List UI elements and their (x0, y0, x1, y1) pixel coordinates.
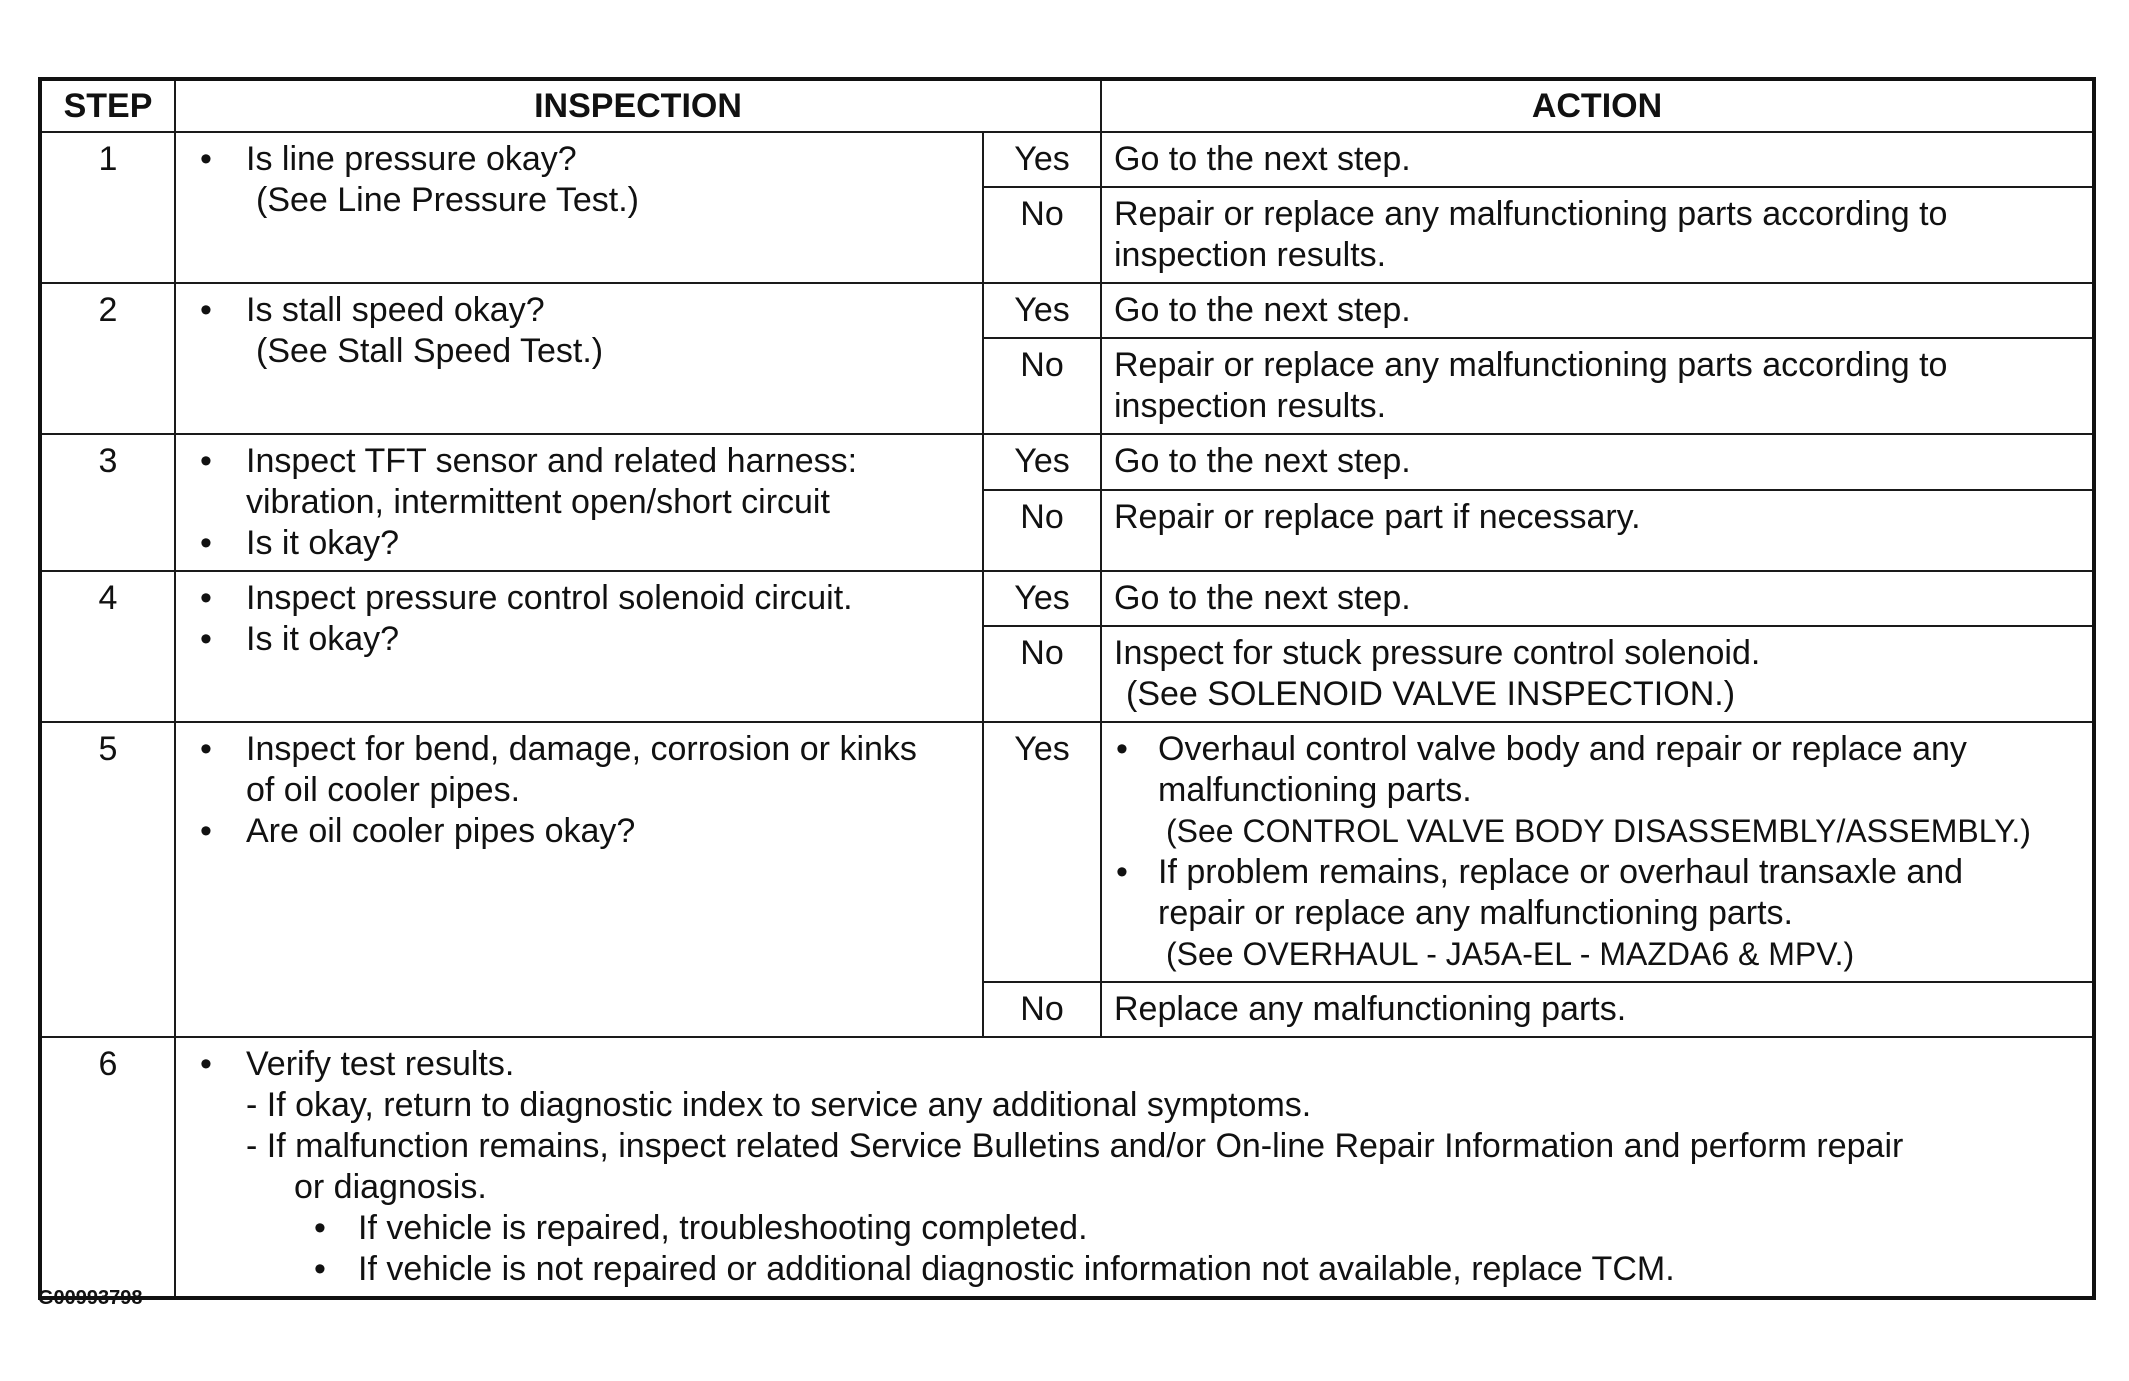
yes-action: Go to the next step. (1101, 434, 2094, 490)
step-number: 1 (40, 132, 175, 283)
action-line: inspection results. (1114, 387, 1387, 425)
yes-label: Yes (983, 571, 1101, 626)
step-5-yes-row (40, 722, 2094, 982)
inspection-cell (175, 132, 983, 283)
step-header: STEP (40, 79, 175, 132)
yes-action (1101, 722, 2094, 982)
step-number: 2 (40, 283, 175, 434)
no-label: No (983, 626, 1101, 722)
yes-action: Go to the next step. (1101, 132, 2094, 187)
inspection-item: • Is stall speed okay? (198, 290, 974, 331)
action-line: Inspect for stuck pressure control solenoid. (1114, 634, 1761, 672)
step-2-yes-row (40, 283, 2094, 338)
step-1-yes-row (40, 132, 2094, 187)
yes-label: Yes (983, 722, 1101, 982)
step-number: 3 (40, 434, 175, 571)
step-6-row (40, 1037, 2094, 1298)
inspection-item: • Inspect TFT sensor and related harness: (198, 441, 974, 482)
no-label: No (983, 187, 1101, 283)
inspection-item: • Is it okay? (198, 523, 974, 564)
action-item: • Overhaul control valve body and repair or replace any (1102, 729, 2084, 770)
header-row (40, 79, 2094, 132)
step-4-yes-row (40, 571, 2094, 626)
yes-action: Go to the next step. (1101, 571, 2094, 626)
inspection-cell (175, 283, 983, 434)
inspection-header: INSPECTION (175, 79, 1101, 132)
verification-line: - If malfunction remains, inspect related Service Bulletins and/or On-line Repair Information and perform repair (246, 1127, 1904, 1165)
action-line: Replace any malfunctioning parts. (1114, 990, 1627, 1028)
action-reference: (See OVERHAUL - JA5A-EL - MAZDA6 & MPV.) (1166, 936, 1855, 972)
action-header: ACTION (1101, 79, 2094, 132)
verification-item: • If vehicle is not repaired or additional diagnostic information not available, replace TCM. (198, 1249, 2084, 1290)
action-continuation: repair or replace any malfunctioning parts. (1158, 894, 1793, 932)
action-item: • If problem remains, replace or overhaul transaxle and (1102, 852, 2084, 893)
verification-item: • If vehicle is repaired, troubleshooting completed. (198, 1208, 2084, 1249)
inspection-continuation: of oil cooler pipes. (246, 771, 521, 809)
yes-label: Yes (983, 434, 1101, 490)
step-number: 6 (40, 1037, 175, 1298)
verification-line: - If okay, return to diagnostic index to service any additional symptoms. (246, 1086, 1312, 1124)
inspection-item: • Are oil cooler pipes okay? (198, 811, 974, 852)
yes-action: Go to the next step. (1101, 283, 2094, 338)
verification-continuation: or diagnosis. (294, 1168, 487, 1206)
inspection-reference: (See Stall Speed Test.) (256, 332, 604, 370)
action-reference: (See CONTROL VALVE BODY DISASSEMBLY/ASSEMBLY.) (1166, 813, 2031, 849)
no-label: No (983, 982, 1101, 1037)
action-line: Repair or replace any malfunctioning parts according to (1114, 346, 1948, 384)
yes-label: Yes (983, 132, 1101, 187)
no-action (1101, 187, 2094, 283)
no-action (1101, 626, 2094, 722)
yes-label: Yes (983, 283, 1101, 338)
figure-id: G00993798 (38, 1287, 143, 1309)
inspection-cell (175, 571, 983, 722)
action-line: Repair or replace any malfunctioning parts according to (1114, 195, 1948, 233)
no-action (1101, 490, 2094, 571)
no-action (1101, 338, 2094, 434)
no-label: No (983, 338, 1101, 434)
inspection-reference: (See Line Pressure Test.) (256, 181, 639, 219)
step-number: 5 (40, 722, 175, 1037)
verification-cell (175, 1037, 2094, 1298)
inspection-cell (175, 434, 983, 571)
inspection-cell (175, 722, 983, 1037)
action-continuation: malfunctioning parts. (1158, 771, 1472, 809)
step-3-yes-row (40, 434, 2094, 490)
inspection-item: • Inspect pressure control solenoid circuit. (198, 578, 974, 619)
no-action (1101, 982, 2094, 1037)
inspection-item: • Is it okay? (198, 619, 974, 660)
inspection-item: • Is line pressure okay? (198, 139, 974, 180)
diagnostic-table (38, 77, 2096, 1300)
no-label: No (983, 490, 1101, 571)
inspection-item: • Inspect for bend, damage, corrosion or kinks (198, 729, 974, 770)
step-number: 4 (40, 571, 175, 722)
action-line: Repair or replace part if necessary. (1114, 497, 1641, 536)
inspection-item: • Verify test results. (198, 1044, 2084, 1085)
action-line: inspection results. (1114, 236, 1387, 274)
inspection-continuation: vibration, intermittent open/short circuit (246, 483, 830, 521)
action-reference: (See SOLENOID VALVE INSPECTION.) (1126, 675, 1736, 713)
